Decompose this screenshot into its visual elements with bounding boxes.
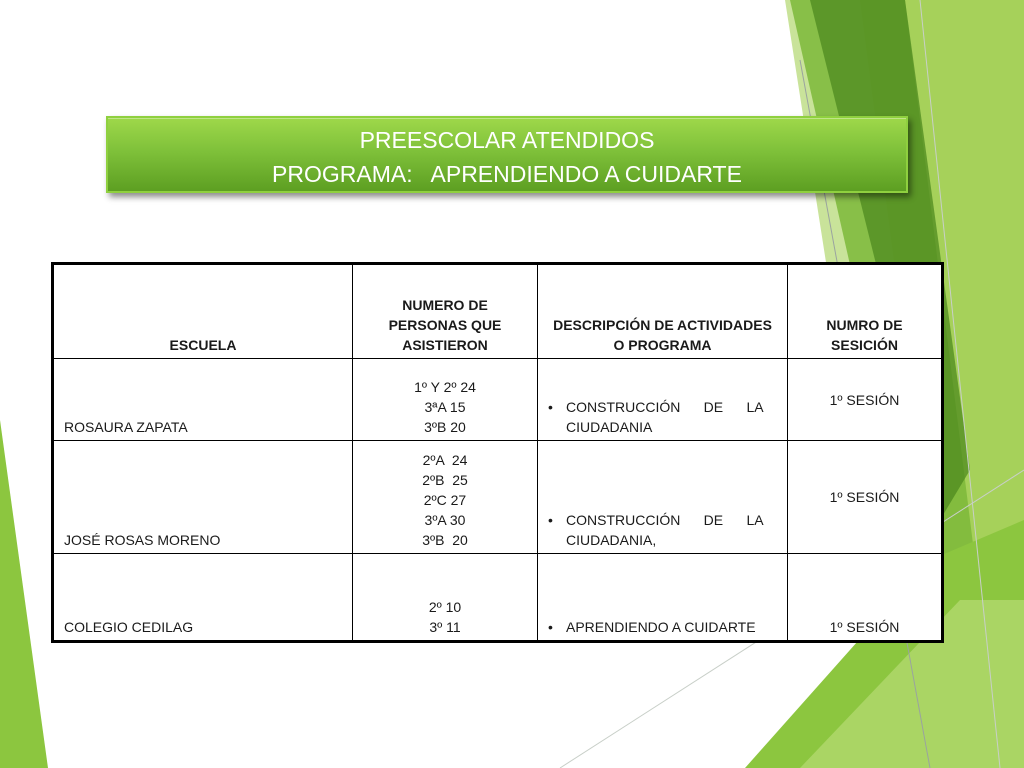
- header-descripcion: [538, 264, 788, 359]
- escuela-name: COLEGIO CEDILAG: [64, 619, 194, 635]
- cell-descripcion: [538, 359, 788, 441]
- cell-sesion: [788, 441, 943, 554]
- bullet-icon: •: [548, 399, 553, 415]
- numero-line: 2º 10: [428, 599, 462, 615]
- bullet-icon: •: [548, 619, 553, 635]
- table-row: [53, 359, 943, 441]
- cell-numero: [353, 359, 538, 441]
- cell-numero: [353, 554, 538, 642]
- cell-numero: [353, 441, 538, 554]
- numero-line: 2ºC 27: [423, 492, 467, 508]
- cell-escuela: [53, 359, 353, 441]
- desc-line1: CONSTRUCCIÓN DE LA: [566, 512, 764, 528]
- cell-sesion: [788, 554, 943, 642]
- cell-escuela: [53, 441, 353, 554]
- escuela-name: JOSÉ ROSAS MORENO: [64, 532, 221, 548]
- numero-line: 1º Y 2º 24: [414, 379, 476, 395]
- sesion-value: 1º SESIÓN: [829, 391, 900, 408]
- header-sesion: [788, 264, 943, 359]
- title-banner: [106, 116, 908, 193]
- escuela-name: ROSAURA ZAPATA: [64, 419, 188, 435]
- header-numero-line3: ASISTIERON: [402, 337, 488, 353]
- cell-descripcion: [538, 554, 788, 642]
- title-line-2: PROGRAMA: APRENDIENDO A CUIDARTE: [272, 161, 742, 187]
- desc-line2: CIUDADANIA,: [566, 532, 657, 548]
- numero-line: 3ºA 30: [424, 512, 466, 528]
- numero-line: 3ºB 20: [422, 532, 468, 548]
- table-row: [53, 554, 943, 642]
- header-numero-line2: PERSONAS QUE: [388, 317, 502, 333]
- header-numero-line1: NUMERO DE: [402, 297, 488, 313]
- bullet-item: [548, 397, 777, 437]
- header-escuela-label: ESCUELA: [169, 337, 237, 353]
- cell-sesion: [788, 359, 943, 441]
- desc-line1: CONSTRUCCIÓN DE LA: [566, 399, 764, 415]
- green-wedge-left: [0, 420, 48, 768]
- bullet-item: [548, 617, 777, 637]
- header-desc-line1: DESCRIPCIÓN DE ACTIVIDADES: [553, 317, 772, 333]
- cell-descripcion: [538, 441, 788, 554]
- numero-line: 3ºB 20: [424, 419, 466, 435]
- sesion-value: 1º SESIÓN: [829, 619, 900, 635]
- desc-line1: APRENDIENDO A CUIDARTE: [566, 619, 756, 635]
- schools-table: [51, 262, 944, 643]
- cell-escuela: [53, 554, 353, 642]
- desc-line2: CIUDADANIA: [566, 419, 653, 435]
- numero-line: 3º 11: [429, 619, 461, 635]
- title-line-1: PREESCOLAR ATENDIDOS: [359, 127, 655, 153]
- numero-line: 3ªA 15: [424, 399, 466, 415]
- header-numero: [353, 264, 538, 359]
- header-ses-line2: SESICIÓN: [831, 337, 898, 353]
- bullet-icon: •: [548, 512, 553, 528]
- table-row: [53, 441, 943, 554]
- sesion-value: 1º SESIÓN: [829, 489, 900, 505]
- bullet-item: [548, 510, 777, 550]
- header-desc-line2: O PROGRAMA: [613, 337, 712, 353]
- header-row: [53, 264, 943, 359]
- header-escuela: [53, 264, 353, 359]
- header-ses-line1: NUMRO DE: [826, 317, 903, 333]
- numero-line: 2ºB 25: [422, 472, 468, 488]
- numero-line: 2ºA 24: [422, 452, 468, 468]
